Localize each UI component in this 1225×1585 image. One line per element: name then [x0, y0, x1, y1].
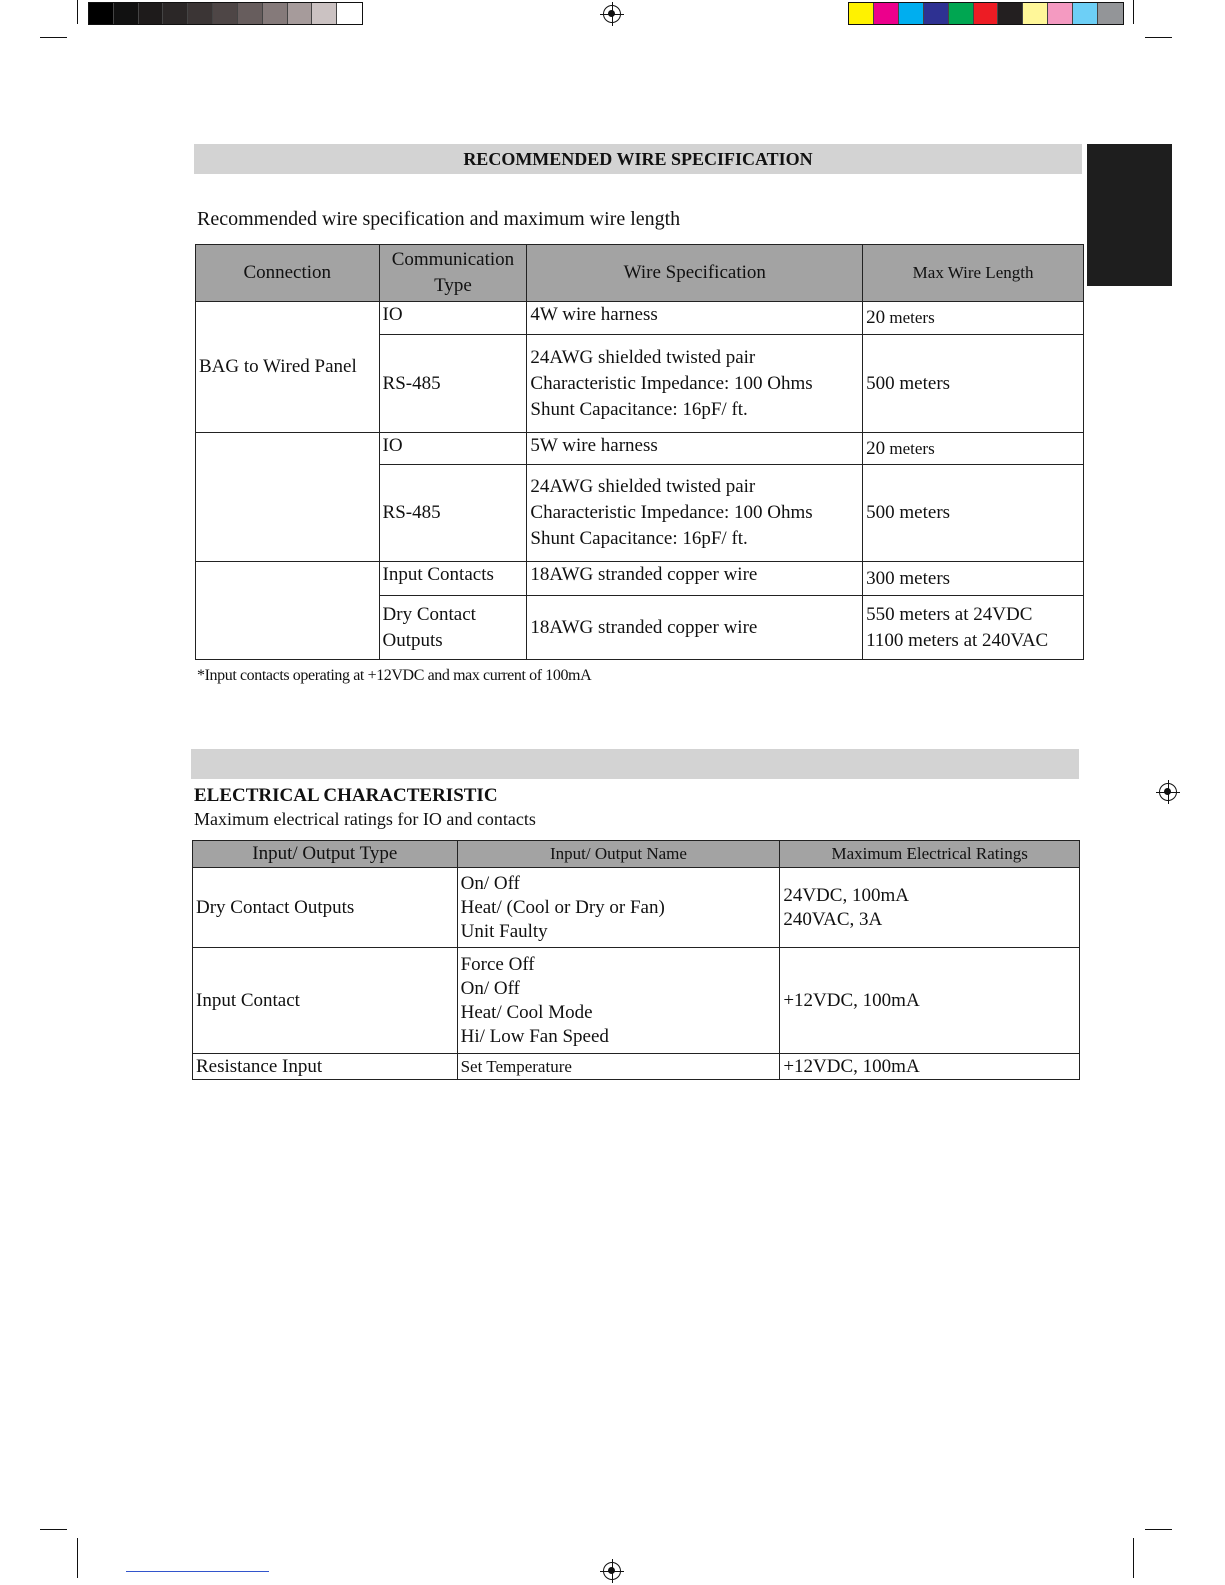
comm-type-cell: RS-485 — [379, 465, 527, 562]
ratings-cell: +12VDC, 100mA — [780, 1054, 1080, 1080]
wire-spec-cell: 5W wire harness — [527, 433, 863, 465]
color-swatch — [89, 3, 114, 24]
electrical-section-title: ELECTRICAL CHARACTERISTIC — [194, 785, 498, 806]
table-row — [196, 302, 1084, 335]
io-name-cell: Set Temperature — [457, 1054, 780, 1080]
registration-mark-icon — [1159, 783, 1177, 801]
registration-mark-icon — [603, 5, 621, 23]
max-length-cell: 300 meters — [863, 562, 1084, 596]
max-length-cell: 20 meters — [863, 433, 1084, 465]
max-length-cell: 20 meters — [863, 302, 1084, 335]
table-header-row — [193, 841, 1080, 868]
crop-mark-bottom-left-v — [77, 1538, 78, 1578]
side-tab — [1087, 144, 1172, 286]
wire-section-intro: Recommended wire specification and maximum wire length — [197, 208, 681, 230]
table-row — [196, 562, 1084, 596]
connection-cell — [196, 562, 380, 660]
color-swatch — [263, 3, 288, 24]
color-swatch — [114, 3, 139, 24]
color-swatch — [1048, 3, 1073, 24]
comm-type-cell: Input Contacts — [379, 562, 527, 596]
grayscale-color-bar — [88, 2, 363, 25]
color-swatch — [163, 3, 188, 24]
table-row — [196, 433, 1084, 465]
electrical-section-header-bar — [191, 749, 1079, 779]
connection-cell — [196, 433, 380, 562]
registration-mark-icon — [603, 1562, 621, 1580]
comm-type-cell: IO — [379, 433, 527, 465]
io-type-cell: Input Contact — [193, 948, 458, 1054]
connection-cell: BAG to Wired Panel — [196, 302, 380, 433]
header-connection: Connection — [196, 245, 380, 302]
header-io-type: Input/ Output Type — [193, 841, 458, 868]
wire-section-footnote: *Input contacts operating at +12VDC and max current of 100mA — [197, 667, 592, 684]
wire-spec-cell: 4W wire harness — [527, 302, 863, 335]
wire-section-header-bar — [194, 144, 1082, 174]
color-swatch — [974, 3, 999, 24]
crop-mark-top-right-h — [1145, 37, 1172, 38]
header-max-ratings: Maximum Electrical Ratings — [780, 841, 1080, 868]
header-max-wire-length: Max Wire Length — [863, 245, 1084, 302]
color-swatch — [238, 3, 263, 24]
crop-mark-bottom-right-h — [1145, 1529, 1172, 1530]
header-io-name: Input/ Output Name — [457, 841, 780, 868]
ratings-cell: +12VDC, 100mA — [780, 948, 1080, 1054]
color-swatch — [949, 3, 974, 24]
io-type-cell: Dry Contact Outputs — [193, 868, 458, 948]
crop-mark-top-left-h — [40, 37, 67, 38]
header-wire-specification: Wire Specification — [527, 245, 863, 302]
ratings-cell: 24VDC, 100mA 240VAC, 3A — [780, 868, 1080, 948]
color-swatch — [139, 3, 164, 24]
color-swatch — [188, 3, 213, 24]
wire-spec-cell: 24AWG shielded twisted pair Characteristic Impedance: 100 Ohms Shunt Capacitance: 16pF/ ft. — [527, 335, 863, 433]
comm-type-cell: IO — [379, 302, 527, 335]
color-swatch — [874, 3, 899, 24]
color-swatch — [1073, 3, 1098, 24]
color-swatch — [288, 3, 313, 24]
crop-mark-top-right-v — [1133, 0, 1134, 24]
wire-spec-cell: 18AWG stranded copper wire — [527, 562, 863, 596]
crop-mark-bottom-right-v — [1133, 1538, 1134, 1578]
header-communication-type: Communication Type — [379, 245, 527, 302]
max-length-cell: 500 meters — [863, 465, 1084, 562]
electrical-ratings-table — [192, 840, 1080, 1080]
color-swatch — [312, 3, 337, 24]
max-length-cell: 500 meters — [863, 335, 1084, 433]
color-swatch — [998, 3, 1023, 24]
max-length-cell: 550 meters at 24VDC 1100 meters at 240VAC — [863, 596, 1084, 660]
link-underline — [126, 1571, 269, 1572]
table-row — [193, 868, 1080, 948]
process-color-bar — [848, 2, 1124, 25]
io-name-cell: Force Off On/ Off Heat/ Cool Mode Hi/ Low Fan Speed — [457, 948, 780, 1054]
color-swatch — [1023, 3, 1048, 24]
color-swatch — [213, 3, 238, 24]
wire-section-title: RECOMMENDED WIRE SPECIFICATION — [463, 149, 813, 169]
table-row — [193, 1054, 1080, 1080]
crop-mark-top-left-v — [77, 0, 78, 24]
io-type-cell: Resistance Input — [193, 1054, 458, 1080]
table-row — [193, 948, 1080, 1054]
color-swatch — [924, 3, 949, 24]
color-swatch — [1098, 3, 1123, 24]
io-name-cell: On/ Off Heat/ (Cool or Dry or Fan) Unit Faulty — [457, 868, 780, 948]
electrical-section-subtitle: Maximum electrical ratings for IO and contacts — [194, 809, 536, 829]
wire-spec-cell: 18AWG stranded copper wire — [527, 596, 863, 660]
wire-spec-cell: 24AWG shielded twisted pair Characteristic Impedance: 100 Ohms Shunt Capacitance: 16pF/ ft. — [527, 465, 863, 562]
color-swatch — [337, 3, 362, 24]
comm-type-cell: Dry Contact Outputs — [379, 596, 527, 660]
comm-type-cell: RS-485 — [379, 335, 527, 433]
color-swatch — [849, 3, 874, 24]
crop-mark-bottom-left-h — [40, 1529, 67, 1530]
wire-spec-table — [195, 244, 1084, 660]
table-header-row — [196, 245, 1084, 302]
color-swatch — [899, 3, 924, 24]
